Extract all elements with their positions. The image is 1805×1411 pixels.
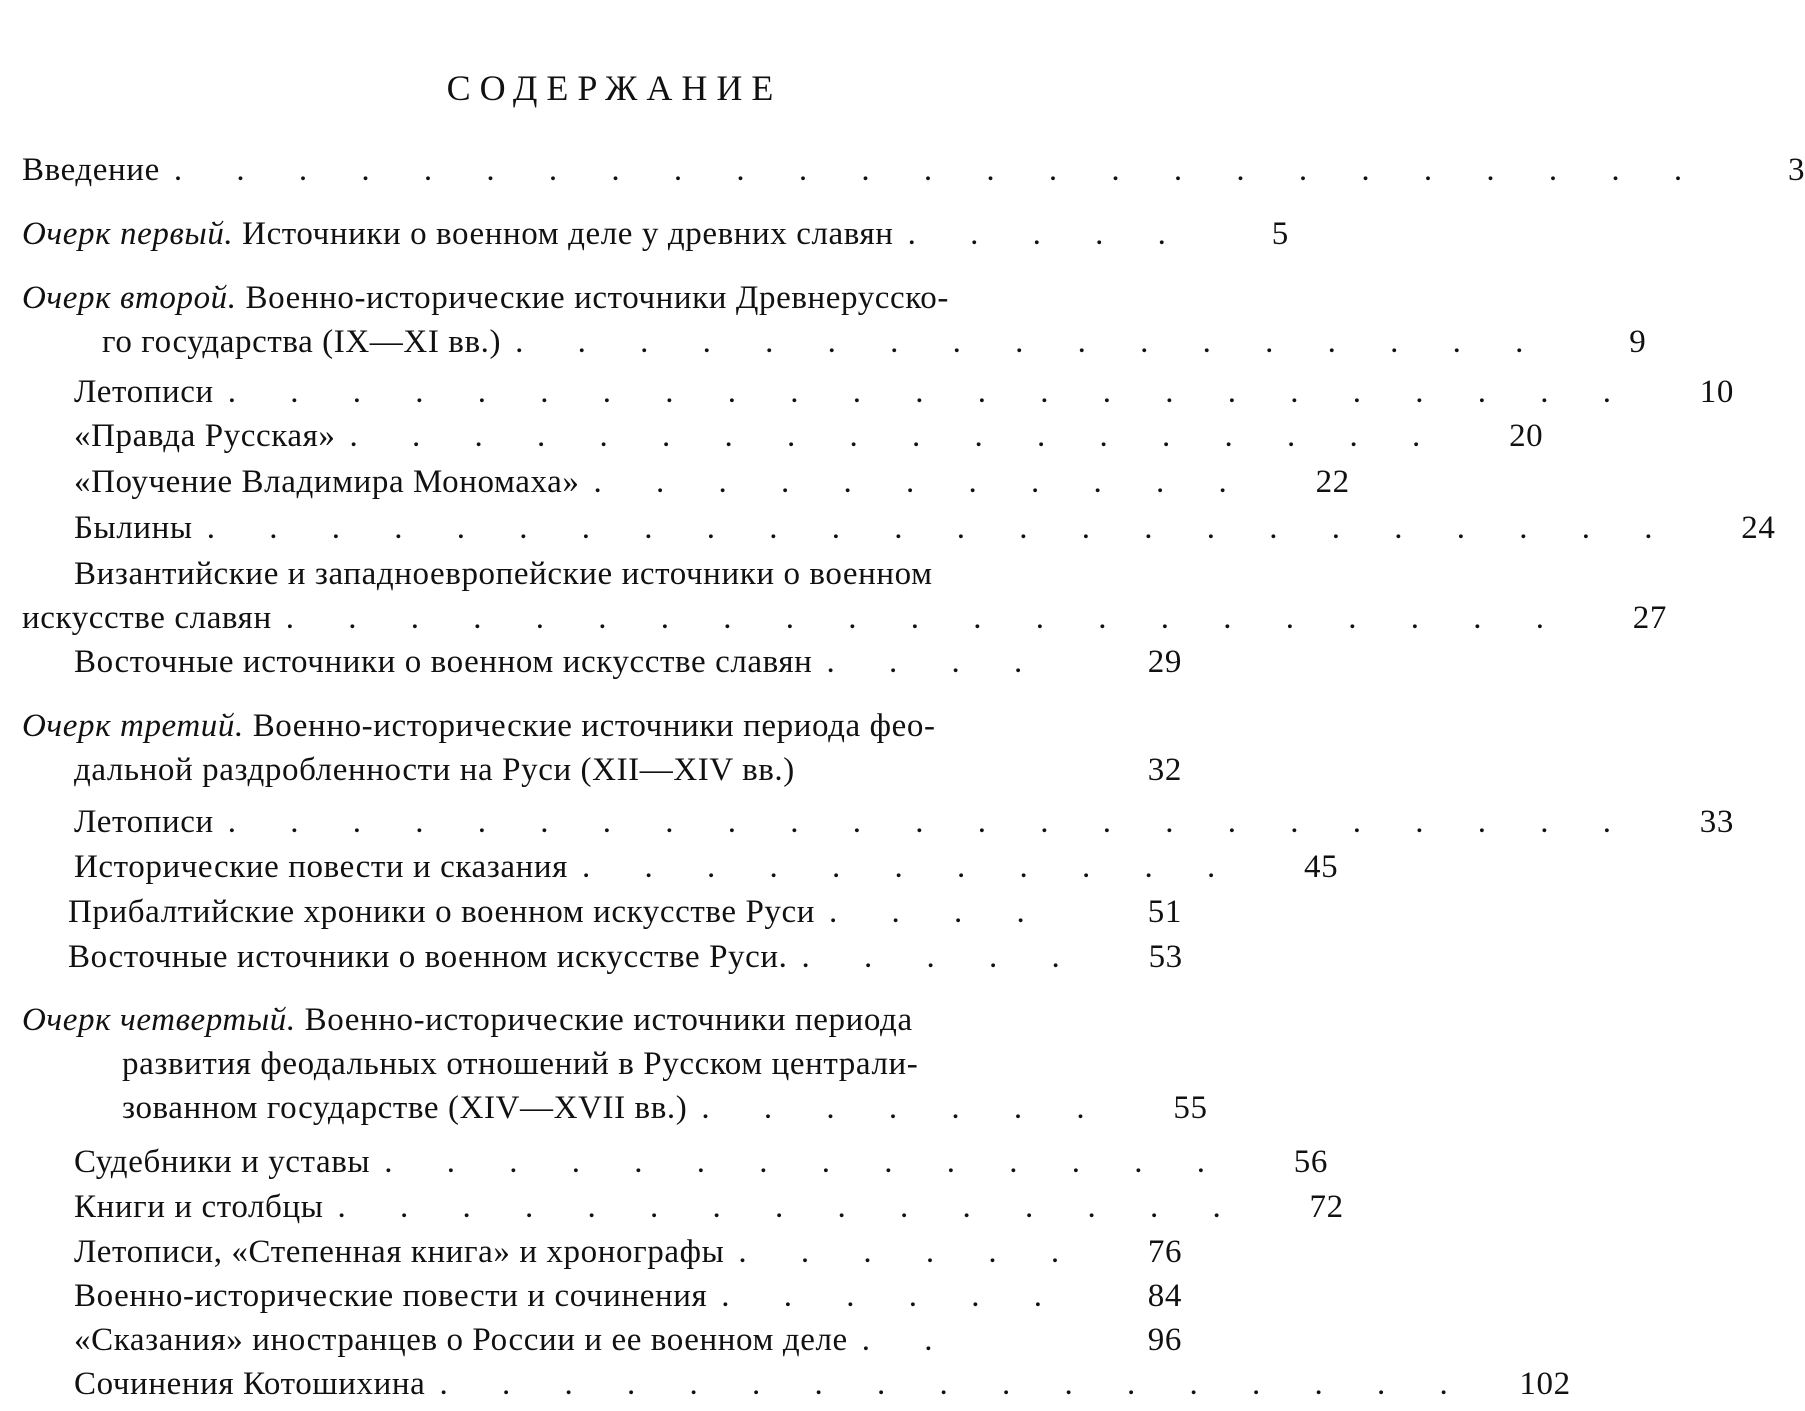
leader-dots: . . . . . (907, 216, 1189, 252)
toc-entry (74, 1230, 1182, 1274)
toc-page-number: 96 (1147, 1322, 1182, 1358)
leader-dots: . . . . . . . . . . . (581, 849, 1239, 885)
leader-dots: . . . . . . . . . . . . . . (384, 1144, 1228, 1180)
toc-page-number: 76 (1147, 1234, 1183, 1270)
toc-entry (22, 552, 1667, 640)
toc-entry (74, 1274, 1182, 1318)
toc-page-number: 33 (1699, 804, 1734, 840)
toc-entry-title: Введение (22, 152, 160, 188)
toc-entry (74, 460, 1350, 504)
toc-entry-title: «Сказания» иностранцев о России и ее военном деле (74, 1322, 848, 1358)
chapter-label: Очерк четвертый. (22, 1002, 296, 1038)
toc-entry (74, 414, 1544, 458)
chapter-label: Очерк второй. (22, 280, 237, 316)
toc-chapter-entry (22, 212, 1289, 256)
leader-dots: . . . . . . . . . . . . . . . . . (515, 324, 1547, 360)
leader-dots: . . . . . . . . . . . . . . . . . . . . . . . . . (173, 152, 1706, 188)
toc-chapter-entry (22, 276, 1647, 364)
toc-entry (74, 1140, 1328, 1184)
toc-page-number: 84 (1147, 1278, 1182, 1314)
toc-entry (74, 1362, 1571, 1406)
toc-page-number: 45 (1304, 849, 1339, 885)
toc-entry-title: «Поучение Владимира Мономаха» (74, 464, 580, 500)
leader-dots: . . . . . . . . . . . . . . . . . . . . . . . . (206, 510, 1676, 546)
toc-entry-title: Судебники и уставы (74, 1144, 371, 1180)
toc-entry (74, 800, 1734, 844)
toc-page-number: 51 (1147, 894, 1182, 930)
leader-dots: . . . . . . . . . . . . . . . . . . . . . . . (227, 804, 1634, 840)
toc-entry-title: Былины (74, 510, 193, 546)
toc-entry-title: Военно-исторические источники периода фео- (243, 708, 936, 744)
toc-entry (74, 370, 1734, 414)
leader-dots: . . . . . . . . . . . (593, 464, 1250, 500)
toc-page-number: 3 (1787, 152, 1805, 188)
toc-entry-title: Летописи (74, 804, 214, 840)
toc-page-number: 32 (1147, 752, 1182, 788)
leader-dots: . . . . . . . . . . . . . . . . . . (349, 418, 1444, 454)
leader-dots: . . . . . . . (701, 1090, 1108, 1126)
toc-entry (68, 890, 1182, 934)
toc-page-number: 20 (1509, 418, 1544, 454)
toc-page-number: 56 (1293, 1144, 1328, 1180)
toc-entry-title: Летописи, «Степенная книга» и хронографы (74, 1234, 725, 1270)
toc-page-number: 72 (1309, 1189, 1344, 1225)
toc-entry-title-cont: дальной раздробленности на Руси (XII—XIV вв.) (74, 752, 795, 788)
toc-entry (22, 148, 1805, 192)
toc-entry (74, 1185, 1344, 1229)
leader-dots: . . . . . . (738, 1234, 1083, 1270)
toc-entry-title: Сочинения Котошихина (74, 1366, 426, 1402)
toc-entry-title: Военно-исторические источники периода (295, 1002, 913, 1038)
toc-page-number: 55 (1173, 1090, 1208, 1126)
chapter-label: Очерк третий. (22, 708, 244, 744)
toc-entry-title: Византийские и западноевропейские источники о военном (74, 556, 933, 592)
chapter-label: Очерк первый. (22, 216, 234, 252)
toc-page-number: 102 (1519, 1366, 1571, 1402)
toc-entry (74, 640, 1182, 684)
toc-entry-title: Военно-исторические источники Древнерусско- (236, 280, 949, 316)
toc-entry-title: Летописи (74, 374, 214, 410)
toc-page-number: 22 (1315, 464, 1350, 500)
toc-entry (74, 845, 1339, 889)
leader-dots: . . . . . (801, 939, 1083, 975)
toc-page-number: 24 (1741, 510, 1776, 546)
leader-dots: . . . . . . (721, 1278, 1066, 1314)
toc-entry-title: Прибалтийские хроники о военном искусстве Руси (68, 894, 816, 930)
toc-entry (68, 935, 1182, 979)
toc-entry-title-cont: го государства (IX—XI вв.) (102, 324, 502, 360)
toc-page-number: 9 (1629, 324, 1647, 360)
leader-dots: . . . . . . . . . . . . . . . (337, 1189, 1244, 1225)
toc-page-number: 5 (1271, 216, 1289, 252)
toc-chapter-entry (22, 704, 1182, 792)
toc-page-number: 53 (1148, 939, 1183, 975)
toc-entry (74, 1318, 1182, 1362)
toc-page-number: 29 (1147, 644, 1182, 680)
leader-dots: . . . . (829, 894, 1048, 930)
toc-entry-title-cont: искусстве славян (22, 600, 272, 636)
toc-entry-title: Военно-исторические повести и сочинения (74, 1278, 708, 1314)
toc-entry-title: Восточные источники о военном искусстве славян (74, 644, 813, 680)
toc-page-number: 10 (1699, 374, 1734, 410)
toc-chapter-entry (22, 998, 1208, 1130)
toc-entry-title: Восточные источники о военном искусстве Руси. (68, 939, 788, 975)
toc-entry-title-cont: зованном государстве (XIV—XVII вв.) (122, 1090, 688, 1126)
toc-entry-title: Исторические повести и сказания (74, 849, 568, 885)
toc-entry-title: Источники о военном деле у древних славян (233, 216, 894, 252)
toc-entry-title-cont: развития феодальных отношений в Русском централи- (122, 1046, 919, 1082)
leader-dots: . . . . . . . . . . . . . . . . . . . . . (285, 600, 1567, 636)
leader-dots: . . . . (826, 644, 1046, 680)
toc-entry-title: «Правда Русская» (74, 418, 336, 454)
toc-entry-title: Книги и столбцы (74, 1189, 324, 1225)
leader-dots: . . . . . . . . . . . . . . . . . (439, 1366, 1471, 1402)
toc-page-number: 27 (1632, 600, 1667, 636)
toc-entry (74, 506, 1776, 550)
leader-dots: . . . . . . . . . . . . . . . . . . . . . . . (227, 374, 1634, 410)
leader-dots: . . (861, 1322, 956, 1358)
page-title: СОДЕРЖАНИЕ (446, 68, 783, 108)
